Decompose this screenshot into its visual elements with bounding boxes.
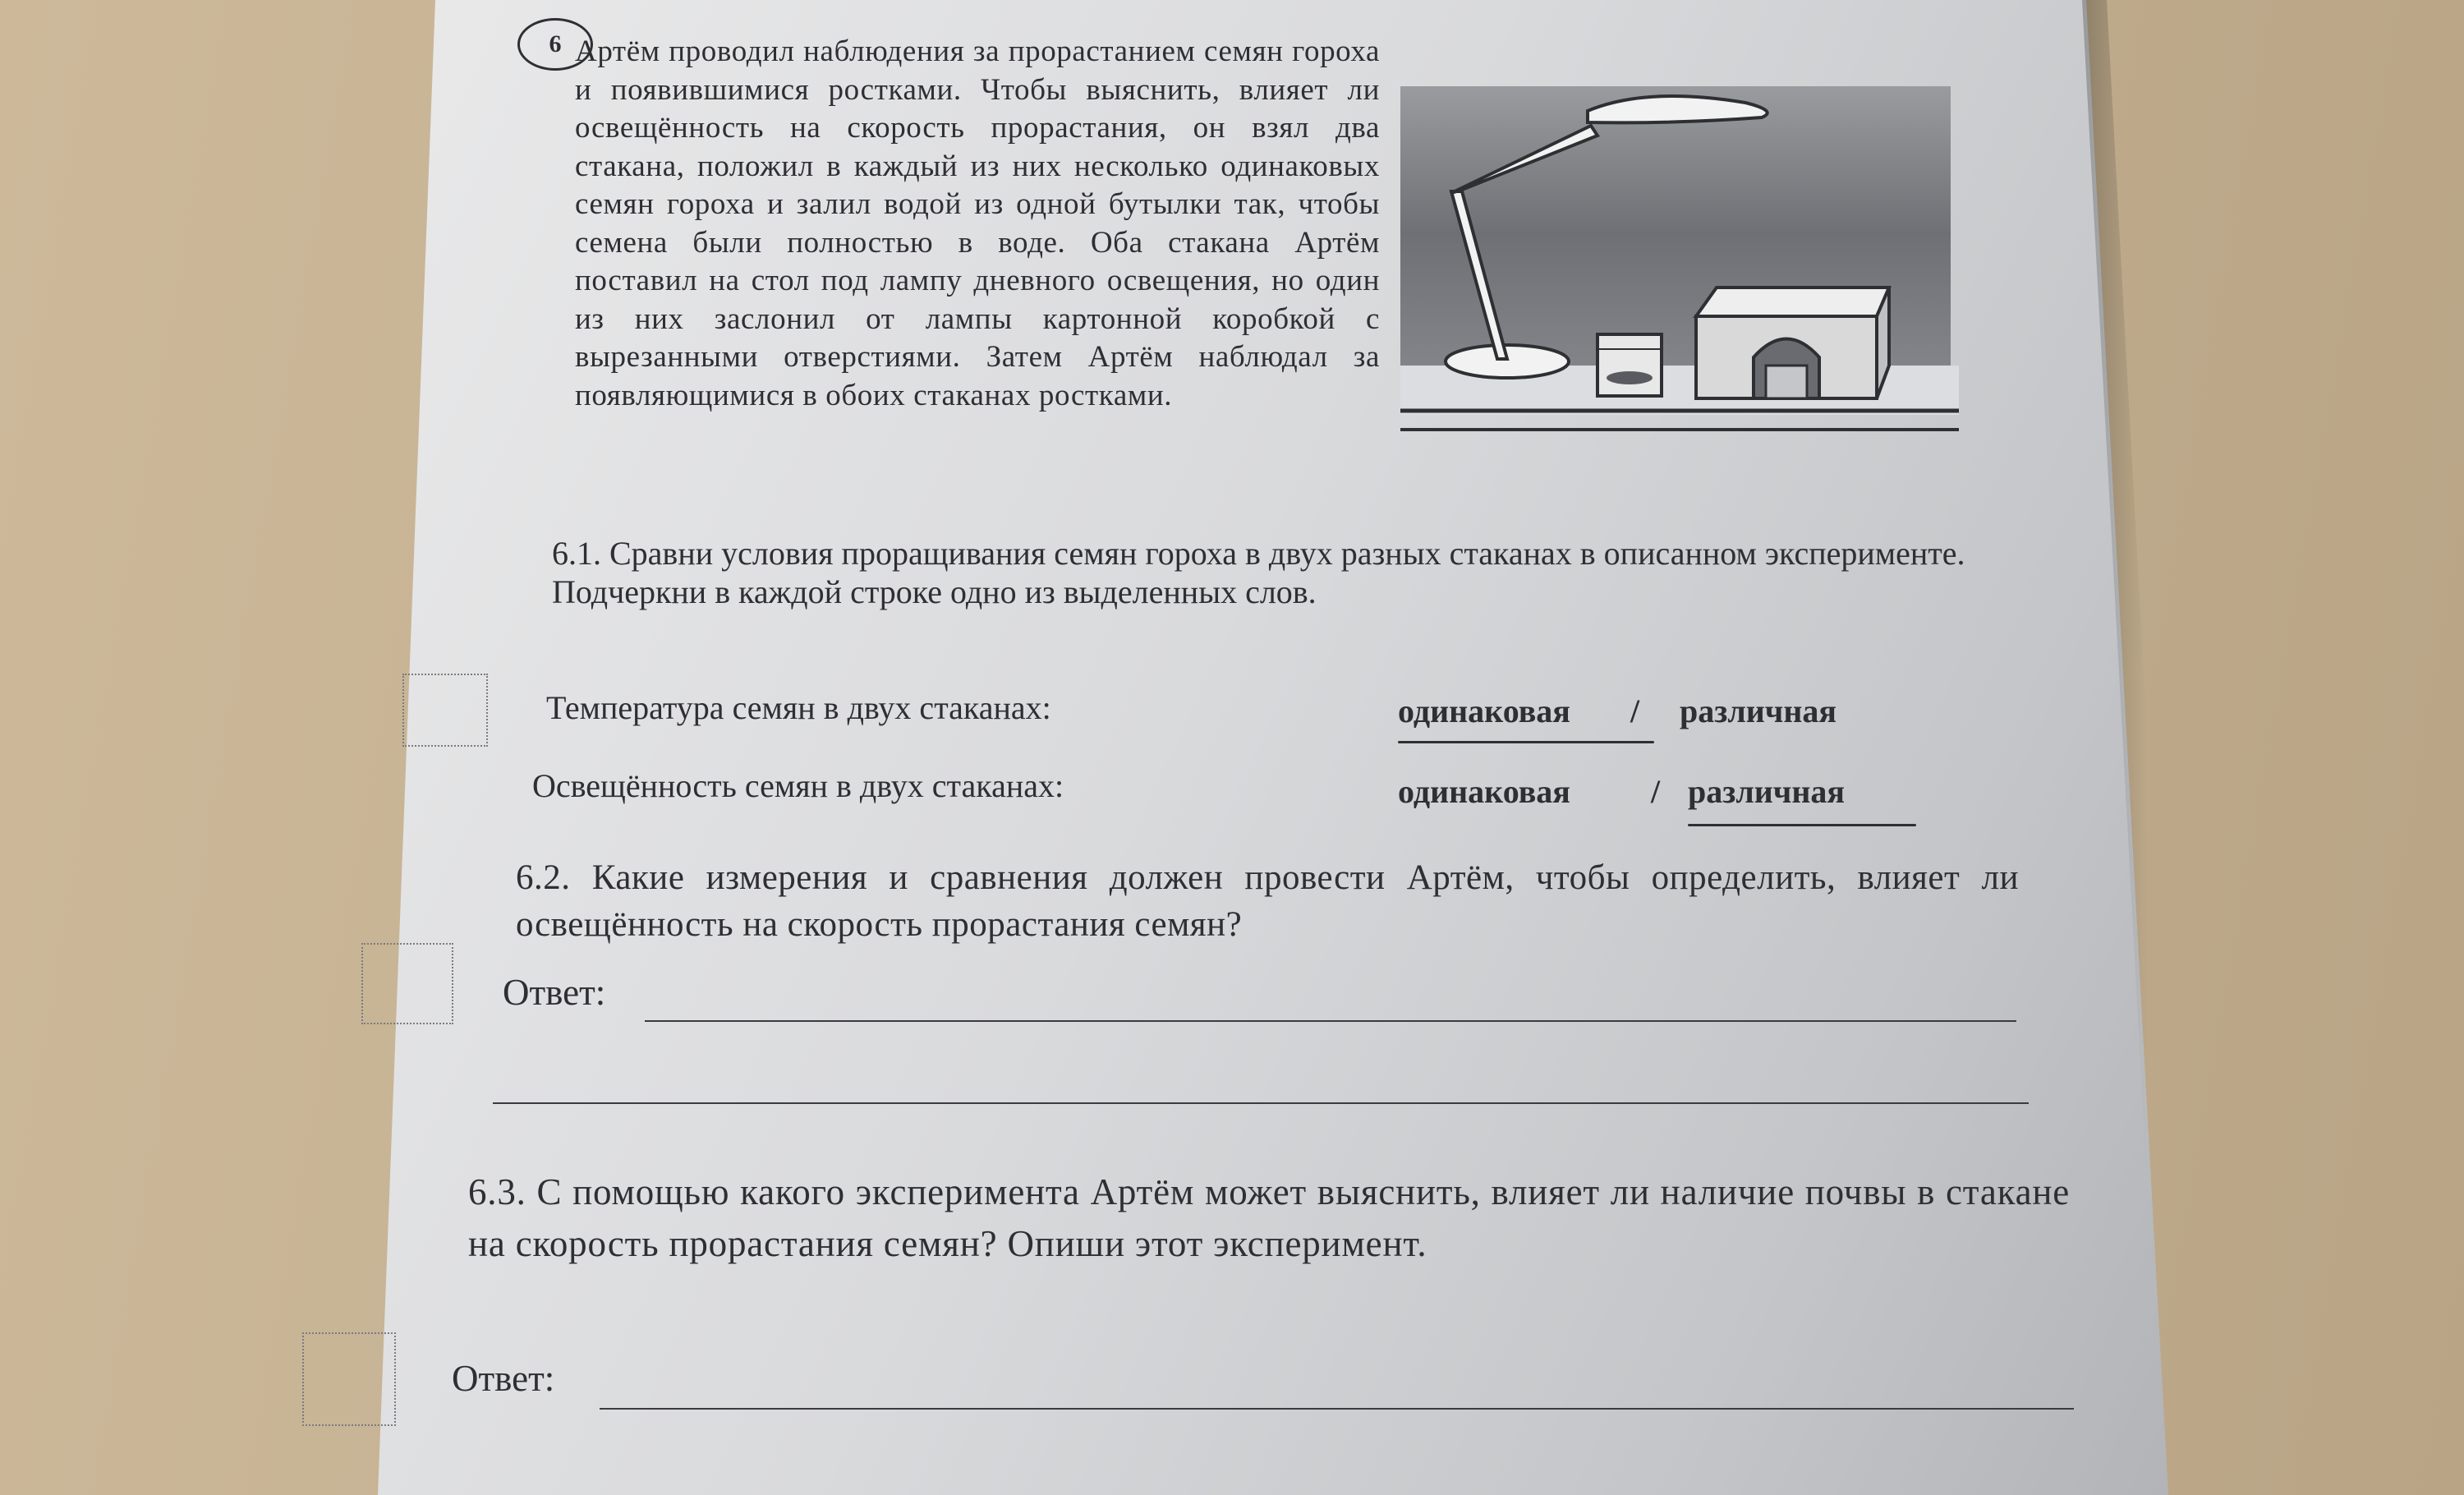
row-illumination-label: Освещённость семян в двух стаканах:: [532, 767, 1064, 804]
glass-open: [1597, 334, 1662, 396]
answer-line-6-2-first[interactable]: [645, 1020, 2016, 1022]
underline-temperature-same: [1398, 741, 1654, 743]
answer-label-6-2: Ответ:: [503, 972, 606, 1013]
question-6-2-text: 6.2. Какие измерения и сравнения должен провести Артём, чтобы определить, влияет ли освещённость на скорость прорастания семян?: [516, 858, 2019, 944]
row-illumination-separator: /: [1651, 773, 1661, 810]
experiment-illustration: [1400, 86, 1959, 448]
row-temperature-option-different[interactable]: различная: [1680, 692, 1837, 729]
answer-line-6-2-second[interactable]: [493, 1102, 2029, 1104]
row-illumination-option-same[interactable]: одинаковая: [1398, 773, 1570, 810]
score-box-6-3: [302, 1332, 396, 1426]
answer-label-6-3: Ответ:: [452, 1358, 555, 1399]
question-6-3-text: 6.3. С помощью какого эксперимента Артём может выяснить, влияет ли наличие почвы в стакане на скорость прорастания семян? Опиши этот эксперимент.: [468, 1171, 2070, 1264]
row-temperature-label: Температура семян в двух стаканах:: [546, 689, 1051, 726]
cardboard-box: [1696, 288, 1889, 398]
row-temperature-option-same[interactable]: одинаковая: [1398, 692, 1570, 729]
score-box-6-2: [361, 943, 453, 1024]
row-temperature-separator: /: [1630, 692, 1640, 729]
answer-line-6-3[interactable]: [600, 1408, 2074, 1410]
underline-illumination-different: [1688, 824, 1916, 826]
task-intro-text: Артём проводил наблюдения за прорастанием семян гороха и появившимися ростками. Чтобы выяснить, влияет ли освещённость на скорость прорастания, он взял два стакана, положил в каждый из них несколько одинаковых семян гороха и залил водой из одной бутылки так, чтобы семена были полностью в воде. Оба стакана Артём поставил на стол под лампу дневного освещения, но один из них заслонил от лампы картонной коробкой с вырезанными отверстиями. Затем Артём наблюдал за появляющимися в обоих стаканах ростками.: [575, 34, 1380, 412]
row-illumination-option-different[interactable]: различная: [1688, 773, 1846, 810]
score-box-6-1: [402, 674, 488, 747]
question-6-1-text: 6.1. Сравни условия проращивания семян гороха в двух разных стаканах в описанном эксперименте. Подчеркни в каждой строке одно из выделенных слов.: [552, 535, 1965, 610]
task-number: 6: [549, 30, 562, 58]
